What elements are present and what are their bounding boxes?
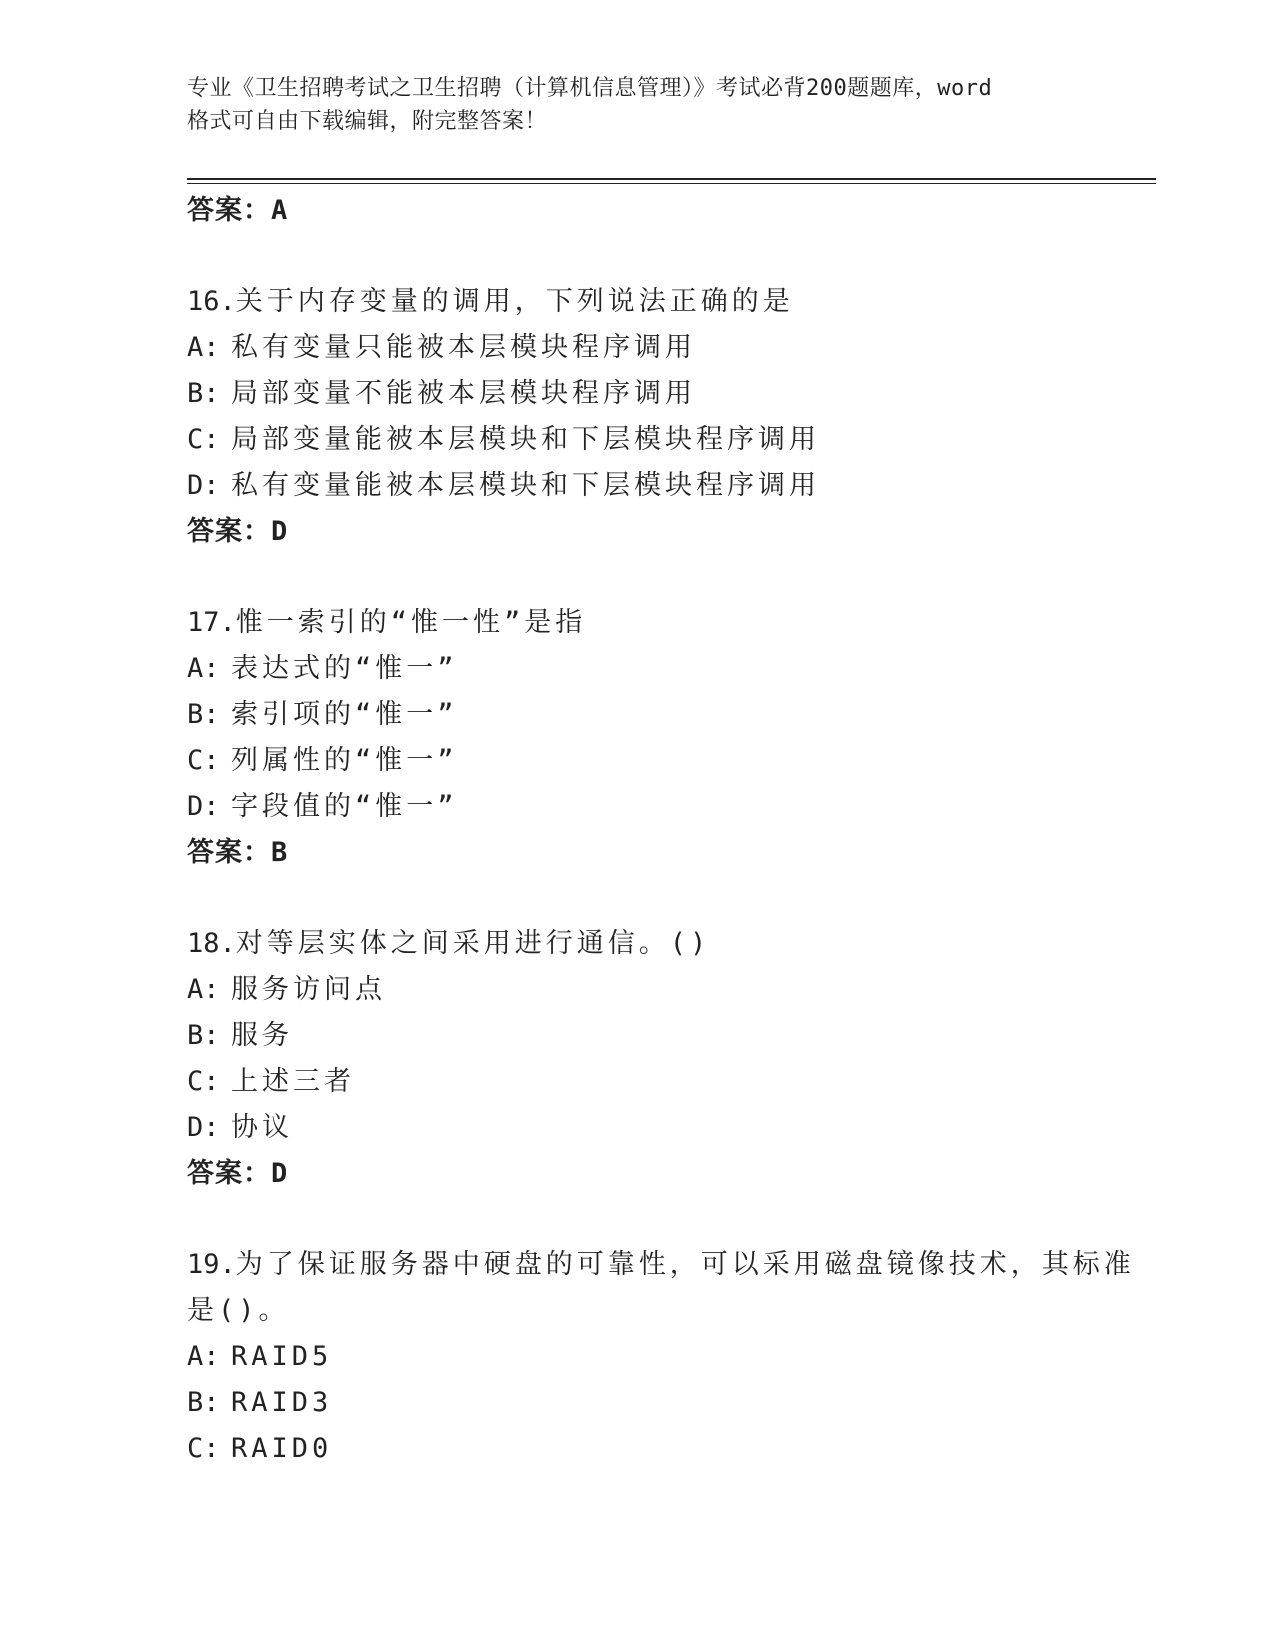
option-letter: D:	[187, 791, 220, 822]
question-title	[187, 1242, 1147, 1288]
option-text: 协议	[231, 1112, 293, 1143]
question-title	[187, 921, 1147, 967]
option-text: RAID0	[231, 1433, 333, 1464]
option-d	[187, 1105, 1147, 1151]
option-d	[187, 463, 1147, 509]
answer-line: 答案：B	[187, 837, 289, 868]
option-b	[187, 371, 1147, 417]
option-letter: A:	[187, 974, 220, 1005]
option-text: 服务访问点	[231, 974, 386, 1005]
option-letter: C:	[187, 1066, 220, 1097]
answer-line: 答案：A	[187, 195, 289, 226]
option-text: 局部变量不能被本层模块程序调用	[231, 378, 696, 409]
option-letter: C:	[187, 424, 220, 455]
option-letter: A:	[187, 653, 220, 684]
option-text: RAID5	[231, 1341, 333, 1372]
question-title-continued: 是()。	[187, 1295, 290, 1326]
option-letter: A:	[187, 332, 220, 363]
question-text: 对等层实体之间采用进行通信。()	[235, 928, 711, 959]
answer-line: 答案：D	[187, 1158, 289, 1189]
question-list	[187, 188, 1147, 1472]
question-title	[187, 279, 1147, 325]
option-b	[187, 1013, 1147, 1059]
option-letter: B:	[187, 1020, 220, 1051]
option-letter: C:	[187, 745, 220, 776]
option-text: 索引项的“惟一”	[231, 699, 458, 730]
question-number: 18.	[187, 928, 236, 959]
option-text: 表达式的“惟一”	[231, 653, 458, 684]
question-number: 17.	[187, 607, 236, 638]
question-title	[187, 600, 1147, 646]
option-text: 私有变量只能被本层模块程序调用	[231, 332, 696, 363]
option-text: RAID3	[231, 1387, 333, 1418]
question-number: 19.	[187, 1249, 236, 1280]
header-line-2: 格式可自由下载编辑，附完整答案！	[187, 109, 548, 134]
document-header	[187, 72, 1087, 138]
option-text: 上述三者	[231, 1066, 355, 1097]
question-text: 惟一索引的“惟一性”是指	[235, 607, 587, 638]
answer-line: 答案：D	[187, 516, 289, 547]
option-d	[187, 784, 1147, 830]
option-text: 列属性的“惟一”	[231, 745, 458, 776]
question-17	[187, 600, 1147, 876]
option-a	[187, 646, 1147, 692]
question-18	[187, 921, 1147, 1197]
option-letter: A:	[187, 1341, 220, 1372]
question-19	[187, 1242, 1147, 1472]
option-text: 服务	[231, 1020, 293, 1051]
option-text: 字段值的“惟一”	[231, 791, 458, 822]
option-a	[187, 325, 1147, 371]
header-line-1: 专业《卫生招聘考试之卫生招聘（计算机信息管理）》考试必背200题题库，word	[187, 76, 993, 101]
option-c	[187, 1059, 1147, 1105]
header-divider-thin	[187, 183, 1156, 184]
question-text: 关于内存变量的调用，下列说法正确的是	[235, 286, 794, 317]
question-text: 为了保证服务器中硬盘的可靠性，可以采用磁盘镜像技术，其标准	[235, 1249, 1135, 1280]
option-c	[187, 417, 1147, 463]
option-letter: B:	[187, 699, 220, 730]
option-a	[187, 1334, 1147, 1380]
option-text: 局部变量能被本层模块和下层模块程序调用	[231, 424, 820, 455]
option-letter: D:	[187, 1112, 220, 1143]
question-number: 16.	[187, 286, 236, 317]
option-letter: C:	[187, 1433, 220, 1464]
option-text: 私有变量能被本层模块和下层模块程序调用	[231, 470, 820, 501]
option-letter: B:	[187, 1387, 220, 1418]
header-divider-thick	[187, 178, 1156, 180]
option-c	[187, 738, 1147, 784]
question-16	[187, 279, 1147, 555]
option-letter: B:	[187, 378, 220, 409]
option-c	[187, 1426, 1147, 1472]
option-letter: D:	[187, 470, 220, 501]
option-b	[187, 692, 1147, 738]
option-a	[187, 967, 1147, 1013]
option-b	[187, 1380, 1147, 1426]
